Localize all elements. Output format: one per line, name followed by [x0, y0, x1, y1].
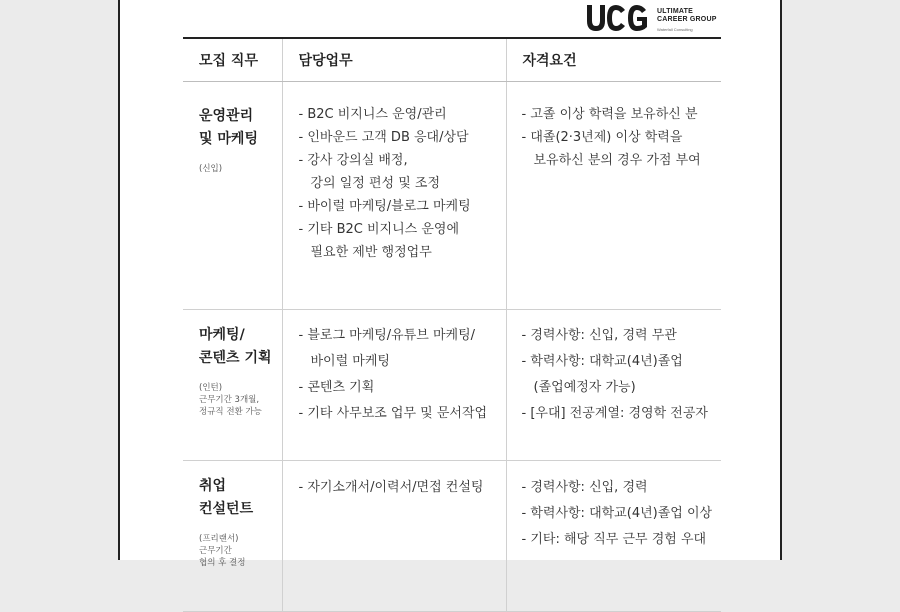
job-openings-table	[183, 37, 721, 612]
requirement-item: - 학력사항: 대학교(4년)졸업 (졸업예정자 가능)	[521, 354, 683, 395]
duties-cell	[282, 461, 506, 612]
position-title: 취업 컨설턴트	[199, 478, 254, 517]
requirement-item: - 학력사항: 대학교(4년)졸업 이상	[521, 506, 713, 521]
company-logo	[585, 2, 725, 36]
header-position: 모집 직무	[183, 38, 282, 82]
logo-wordmark	[657, 8, 717, 24]
position-cell	[183, 310, 282, 461]
position-cell	[183, 82, 282, 310]
requirement-item: - 고졸 이상 학력을 보유하신 분	[521, 107, 698, 122]
position-cell	[183, 461, 282, 612]
duty-item: - 블로그 마케팅/유튜브 마케팅/ 바이럴 마케팅	[298, 328, 476, 369]
duties-cell	[282, 310, 506, 461]
position-title: 마케팅/ 콘텐츠 기획	[199, 327, 272, 366]
duty-item: - B2C 비지니스 운영/관리	[298, 107, 447, 122]
logo-subtitle: Waterfall Consulting	[657, 27, 693, 32]
requirements-cell	[506, 461, 721, 612]
duty-item: - 인바운드 고객 DB 응대/상담	[298, 130, 469, 145]
position-note: (신입)	[199, 164, 223, 174]
duty-item: - 강사 강의실 배정, 강의 일정 편성 및 조정	[298, 153, 441, 191]
requirements-cell	[506, 310, 721, 461]
requirement-item: - [우대] 전공계열: 경영학 전공자	[521, 406, 708, 421]
header-requirements: 자격요건	[506, 38, 721, 82]
requirement-item: - 기타: 해당 직무 근무 경험 우대	[521, 532, 707, 547]
requirement-item: - 경력사항: 신입, 경력 무관	[521, 328, 677, 343]
requirement-item: - 경력사항: 신입, 경력	[521, 480, 648, 495]
table-row	[183, 82, 721, 310]
duty-item: - 기타 사무보조 업무 및 문서작업	[298, 406, 488, 421]
requirements-cell	[506, 82, 721, 310]
position-note: (프리랜서) 근무기간 협의 후 결정	[199, 534, 246, 568]
logo-line-1: ULTIMATE	[657, 8, 693, 15]
duty-item: - 바이럴 마케팅/블로그 마케팅	[298, 199, 471, 214]
requirement-item: - 대졸(2·3년제) 이상 학력을 보유하신 분의 경우 가점 부여	[521, 130, 701, 168]
logo-line-2: CAREER GROUP	[657, 16, 717, 23]
header-duties: 담당업무	[282, 38, 506, 82]
duty-item: - 자기소개서/이력서/면접 컨설팅	[298, 480, 484, 495]
table-header-row	[183, 38, 721, 82]
duty-item: - 콘텐츠 기획	[298, 380, 375, 395]
duty-item: - 기타 B2C 비지니스 운영에 필요한 제반 행정업무	[298, 222, 460, 260]
ucg-logo-icon	[585, 2, 653, 34]
job-posting-page	[118, 0, 782, 568]
position-note: (인턴) 근무기간 3개월, 정규직 전환 가능	[199, 383, 262, 417]
position-title: 운영관리 및 마케팅	[199, 108, 258, 147]
table-row	[183, 461, 721, 612]
table-row	[183, 310, 721, 461]
duties-cell	[282, 82, 506, 310]
